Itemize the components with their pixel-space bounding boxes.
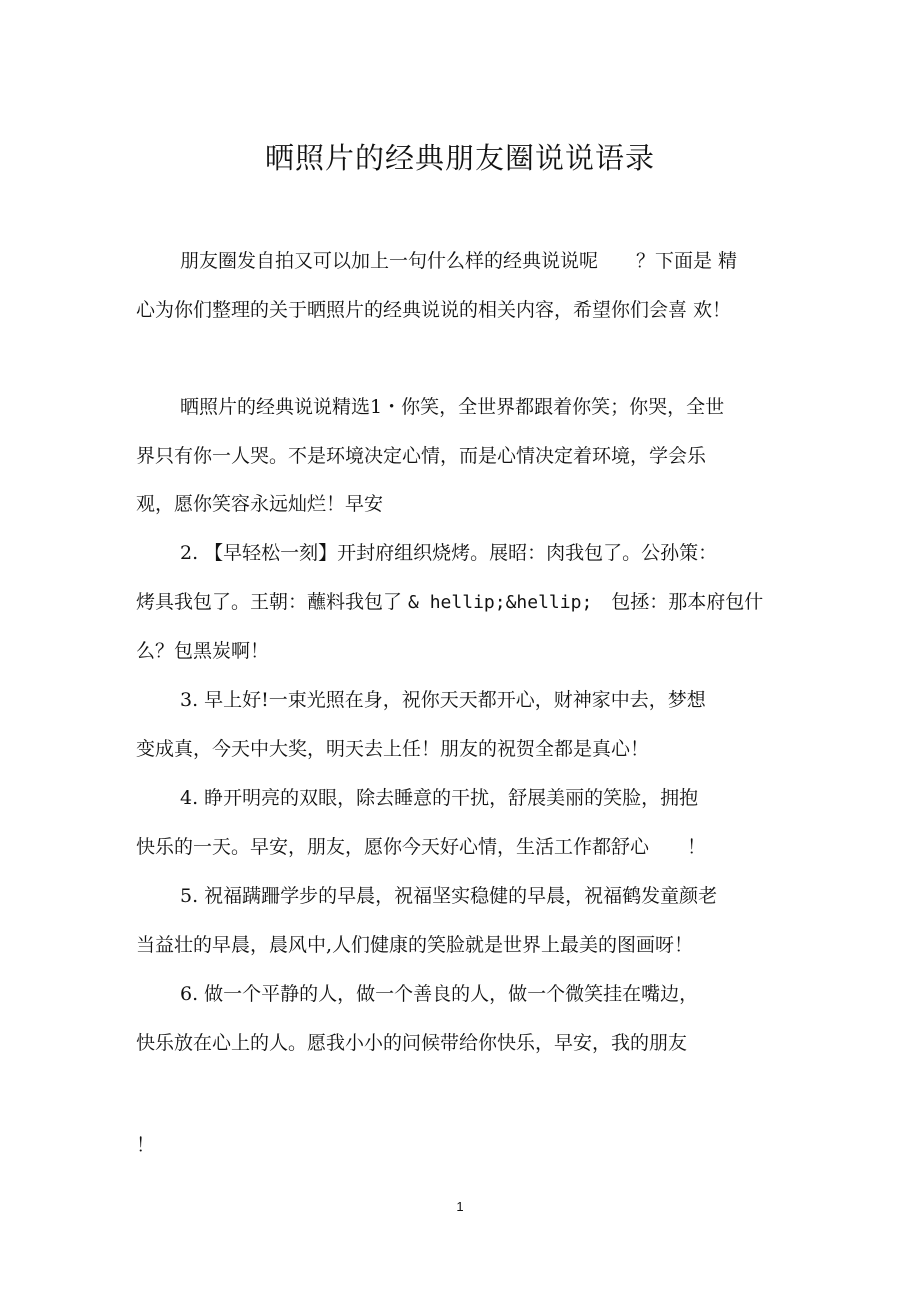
page-title: 晒照片的经典朋友圈说说语录	[264, 141, 655, 175]
item-1-line-1: 晒照片的经典说说精选1・你笑，全世界都跟着你笑；你哭，全世	[180, 396, 725, 418]
item-6-line-2: 快乐放在心上的人。愿我小小的问候带给你快乐，早安，我的朋友	[136, 1032, 688, 1054]
item-4-line-1: 4. 睁开明亮的双眼，除去睡意的干扰，舒展美丽的笑脸，拥抱	[180, 787, 699, 809]
page-number: 1	[456, 1199, 464, 1214]
item-3-line-2: 变成真，今天中大奖，明天去上任！朋友的祝贺全都是真心！	[136, 738, 650, 760]
item-2-line-2-entity-text: & hellip;&hellip;	[408, 592, 593, 613]
intro-line-1: 朋友圈发自拍又可以加上一句什么样的经典说说呢 ？下面是 精	[180, 250, 738, 272]
item-1-line-2: 界只有你一人哭。不是环境决定心情，而是心情决定着环境，学会乐	[136, 445, 707, 467]
item-5-line-1: 5. 祝福蹒跚学步的早晨，祝福坚实稳健的早晨，祝福鹤发童颜老	[180, 885, 718, 907]
item-1-line-3: 观，愿你笑容永远灿烂！早安	[136, 493, 384, 515]
item-6-line-3: ！	[136, 1134, 156, 1156]
item-2-line-3: 么？包黑炭啊！	[136, 640, 270, 662]
item-3-line-1: 3. 早上好!一束光照在身，祝你天天都开心，财神家中去，梦想	[180, 689, 706, 711]
item-2-line-2-text-a: 烤具我包了。王朝：蘸料我包了	[136, 591, 409, 613]
item-2-line-2-text-b: 包拯：那本府包什	[592, 591, 764, 613]
item-4-line-2: 快乐的一天。早安，朋友，愿你今天好心情，生活工作都舒心 ！	[136, 836, 707, 858]
item-6-line-1: 6. 做一个平静的人，做一个善良的人，做一个微笑挂在嘴边，	[180, 983, 699, 1005]
item-2-line-1: 2. 【早轻松一刻】开封府组织烧烤。展昭：肉我包了。公孙策：	[180, 542, 718, 564]
intro-line-2: 心为你们整理的关于晒照片的经典说说的相关内容，希望你们会喜 欢！	[136, 299, 732, 321]
item-5-line-2: 当益壮的早晨，晨风中,人们健康的笑脸就是世界上最美的图画呀！	[136, 934, 694, 956]
item-2-line-2	[136, 590, 763, 615]
